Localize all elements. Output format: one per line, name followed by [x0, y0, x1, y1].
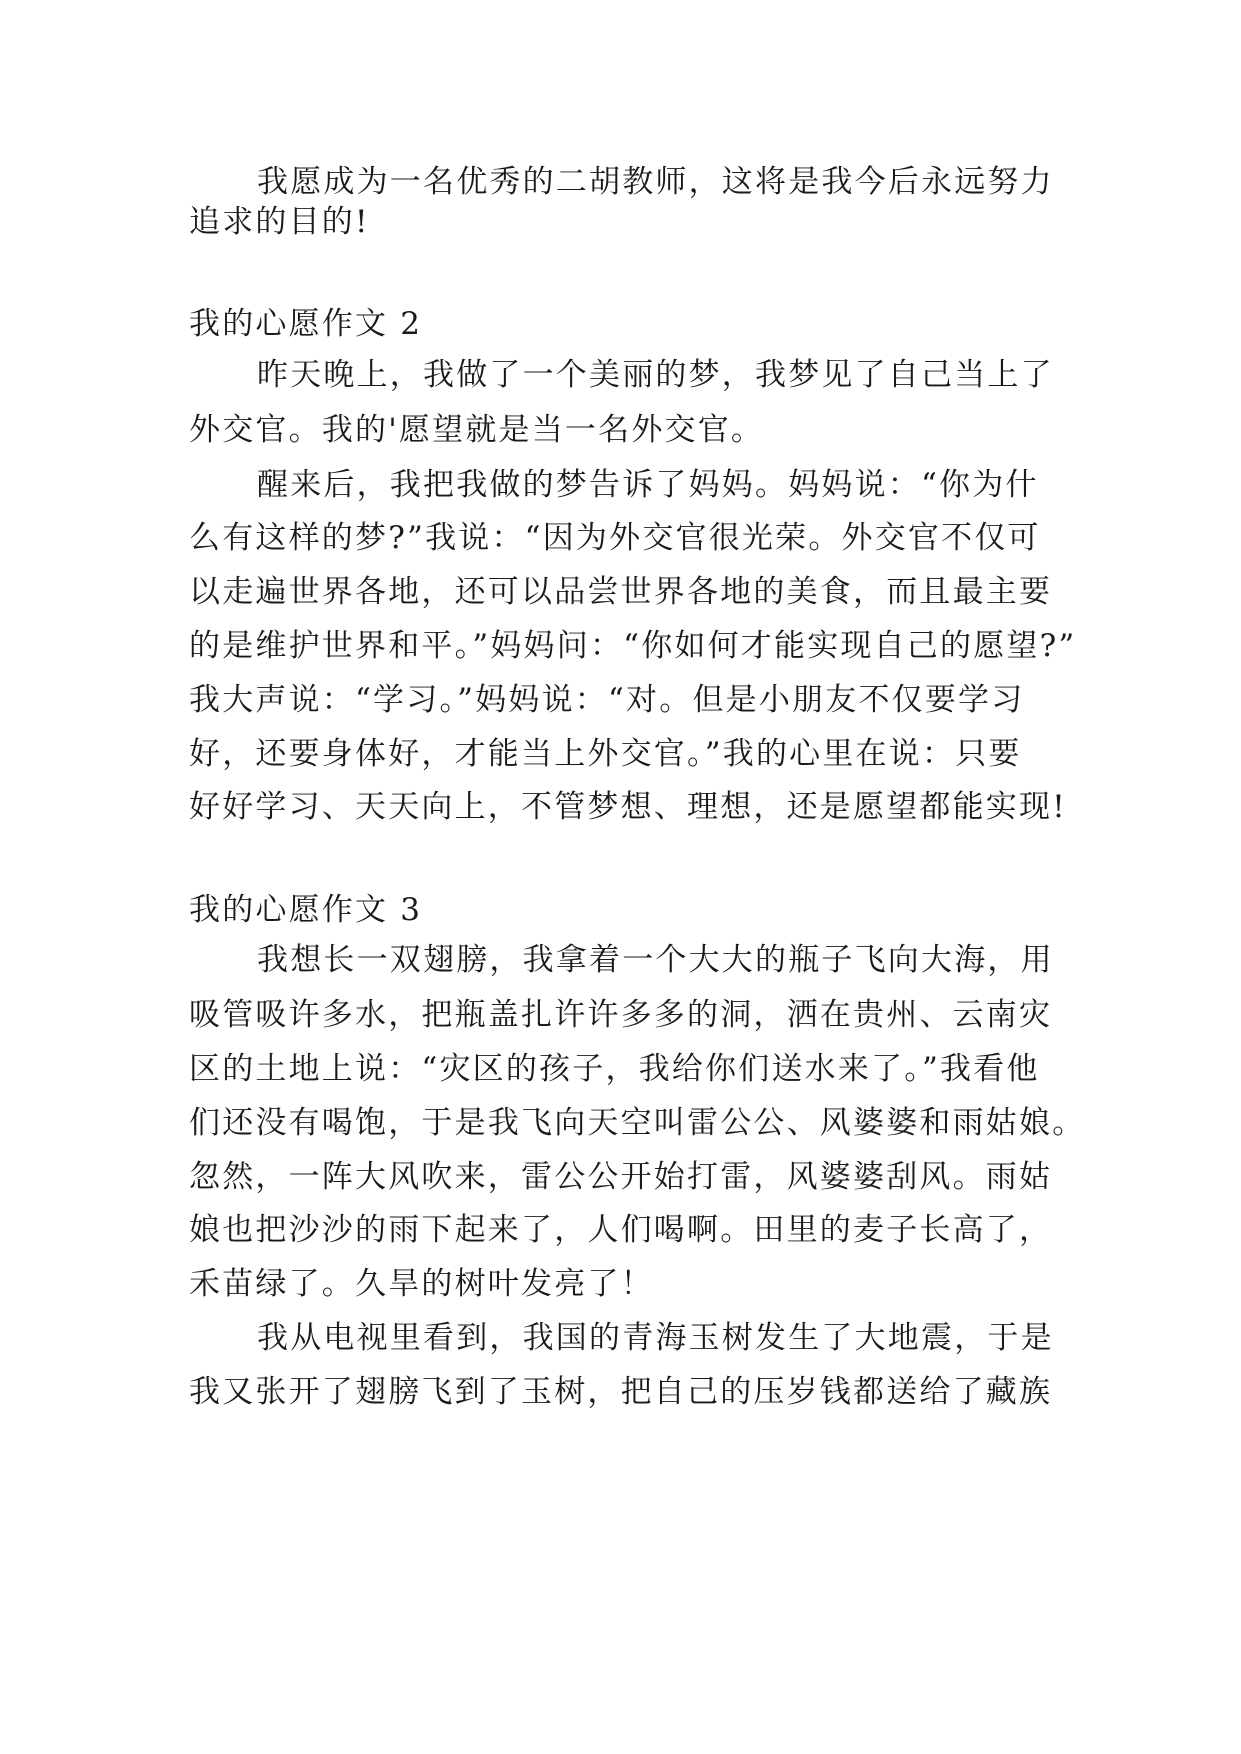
section-heading: 我的心愿作文 2 [189, 306, 423, 342]
paragraph-line: 外交官。我的'愿望就是当一名外交官。 [189, 412, 765, 448]
paragraph-line: 吸管吸许多水，把瓶盖扎许许多多的洞，洒在贵州、云南灾 [189, 997, 1053, 1033]
paragraph-line: 我愿成为一名优秀的二胡教师，这将是我今后永远努力 [257, 164, 1054, 200]
paragraph-line: 忽然，一阵大风吹来，雷公公开始打雷，风婆婆刮风。雨姑 [189, 1159, 1053, 1195]
paragraph-line: 么有这样的梦?”我说：“因为外交官很光荣。外交官不仅可 [189, 520, 1041, 556]
paragraph-line: 以走遍世界各地，还可以品尝世界各地的美食，而且最主要 [189, 574, 1053, 610]
paragraph-line: 禾苗绿了。久旱的树叶发亮了！ [189, 1266, 654, 1302]
paragraph-line: 昨天晚上，我做了一个美丽的梦，我梦见了自己当上了 [257, 357, 1054, 393]
paragraph-line: 追求的目的! [189, 204, 370, 240]
section-heading: 我的心愿作文 3 [189, 892, 423, 928]
paragraph-line: 我想长一双翅膀，我拿着一个大大的瓶子飞向大海，用 [257, 942, 1054, 978]
paragraph-line: 我又张开了翅膀飞到了玉树，把自己的压岁钱都送给了藏族 [189, 1374, 1053, 1410]
paragraph-line: 的是维护世界和平。”妈妈问：“你如何才能实现自己的愿望?” [189, 628, 1077, 664]
paragraph-line: 娘也把沙沙的雨下起来了，人们喝啊。田里的麦子长高了， [189, 1212, 1053, 1248]
paragraph-line: 好好学习、天天向上，不管梦想、理想，还是愿望都能实现! [189, 789, 1067, 825]
paragraph-line: 区的土地上说：“灾区的孩子，我给你们送水来了。”我看他 [189, 1051, 1040, 1087]
paragraph-line: 们还没有喝饱，于是我飞向天空叫雷公公、风婆婆和雨姑娘。 [189, 1105, 1086, 1141]
paragraph-line: 我大声说：“学习。”妈妈说：“对。但是小朋友不仅要学习 [189, 682, 1025, 718]
paragraph-line: 好，还要身体好，才能当上外交官。”我的心里在说：只要 [189, 736, 1022, 772]
paragraph-line: 醒来后，我把我做的梦告诉了妈妈。妈妈说：“你为什 [257, 467, 1039, 503]
paragraph-line: 我从电视里看到，我国的青海玉树发生了大地震，于是 [257, 1320, 1054, 1356]
